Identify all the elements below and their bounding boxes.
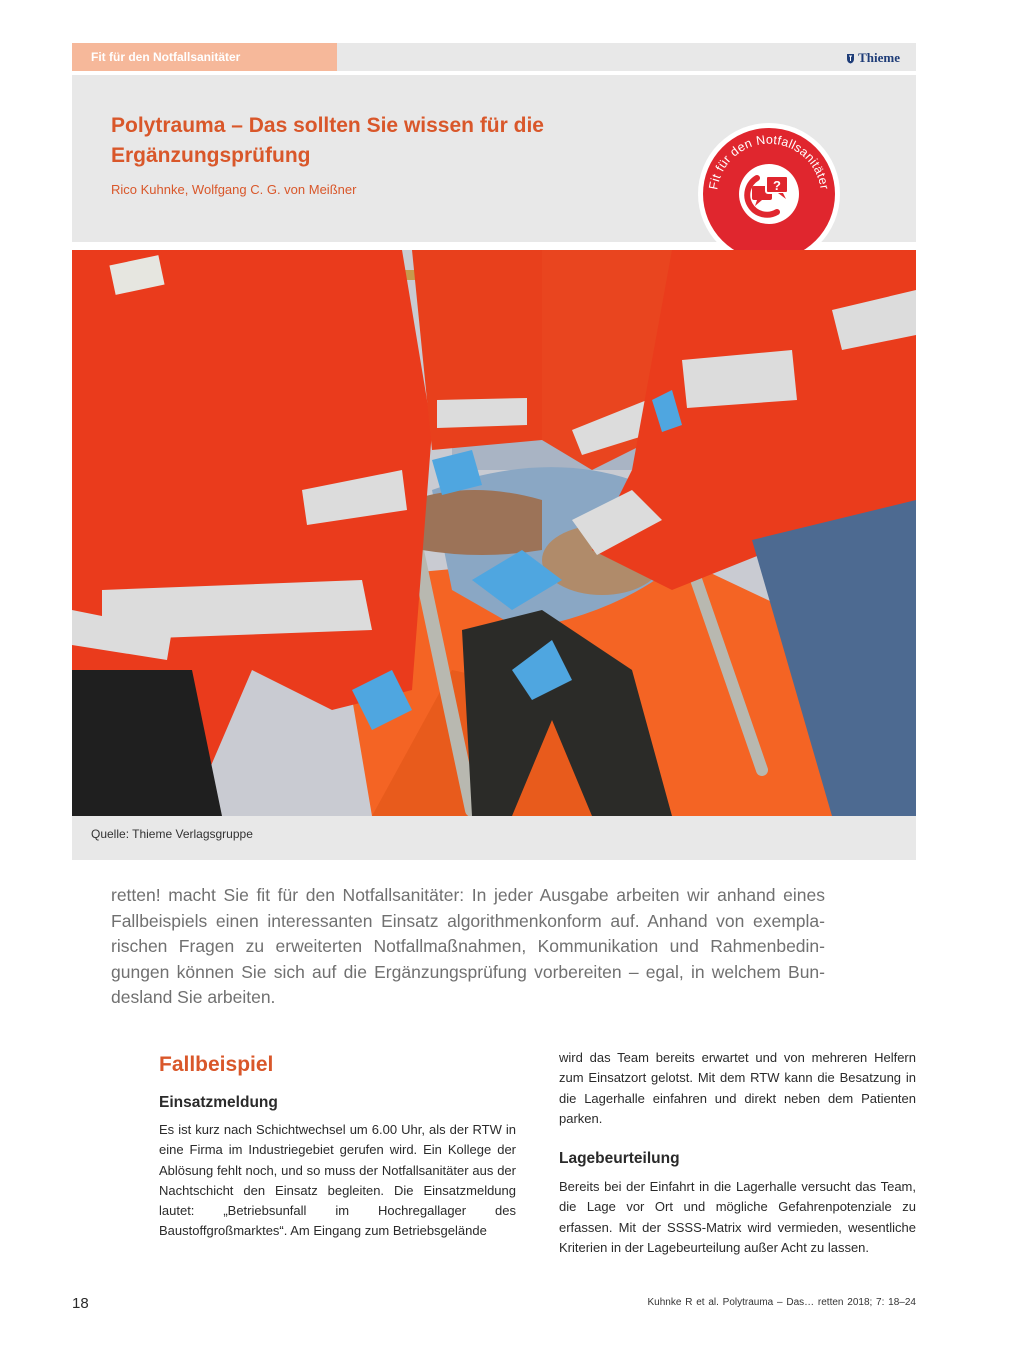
subheading-lagebeurteilung: Lagebeurteilung: [559, 1150, 680, 1168]
photo-caption: Quelle: Thieme Verlagsgruppe: [91, 827, 253, 841]
publisher-name: Thieme: [858, 50, 900, 65]
paragraph-einsatzmeldung-cont: wird das Team bereits erwartet und von mehreren Helfern zum Einsatzort gelotst. Mit dem RTW kann die Besatzung in die Lagerhalle einfahren und direkt neben dem Patienten parken.: [559, 1050, 916, 1126]
publisher-logo: [846, 50, 900, 66]
subheading-einsatzmeldung: Einsatzmeldung: [159, 1094, 278, 1111]
citation: Kuhnke R et al. Polytrauma – Das… retten 2018; 7: 18–24: [647, 1297, 916, 1308]
badge-text: Fit für den Notfallsanitäter: [706, 132, 832, 191]
article-title: Polytrauma – Das sollten Sie wissen für die Ergänzungsprüfung: [111, 114, 544, 167]
article-photo: [72, 250, 916, 816]
photo-rescuers-stretcher: [72, 250, 916, 816]
badge-graphic: [697, 122, 842, 267]
intro-paragraph: retten! macht Sie fit für den Notfallsanitäter: In jeder Ausgabe arbeiten wir anhand eines Fallbeispiels einen interessanten Einsatz algorithmenkonform auf. Anhand von exemplarischen Fragen zu erweiterten Notfallmaßnahmen, Kommunikation und Rahmenbedingungen können Sie sich auf die Ergänzungsprüfung vorbereiten – egal, in welchem Bundesland Sie arbeiten.: [111, 885, 825, 1007]
page-number: 18: [72, 1295, 89, 1312]
section-badge: [697, 122, 842, 267]
paragraph-einsatzmeldung: Es ist kurz nach Schichtwechsel um 6.00 Uhr, als der RTW in eine Firma im Industriegebiet gerufen wird. Ein Kollege der Ablösung fehlt noch, und so muss der Notfallsanitäter aus der Nachtschicht den Einsatz begleiten. Die Einsatzmeldung lautet: „Betriebsunfall im Hochregallager des Baustoffgroßmarktes“. Am Eingang zum Betriebsgelände: [159, 1122, 516, 1239]
case-heading: Fallbeispiel: [159, 1053, 274, 1076]
svg-text:?: ?: [773, 178, 781, 193]
article-authors: Rico Kuhnke, Wolfgang C. G. von Meißner: [111, 182, 357, 197]
paragraph-lagebeurteilung: Bereits bei der Einfahrt in die Lagerhalle versucht das Team, die Lage vor Ort und mögliche Gefahrenpotenziale zu erfassen. Mit der SSSS-Matrix wird vermieden, wesentliche Kriterien in der Lagebeurteilung außer Acht zu lassen.: [559, 1179, 916, 1256]
column-right: [559, 1050, 916, 1258]
thieme-crest-icon: [846, 53, 855, 64]
column-left: [159, 1050, 516, 1242]
speech-bubble-question-icon: [739, 164, 799, 224]
section-label: Fit für den Notfallsanitäter: [72, 43, 337, 71]
caption-bar: [72, 816, 916, 860]
top-bar: [72, 43, 916, 71]
